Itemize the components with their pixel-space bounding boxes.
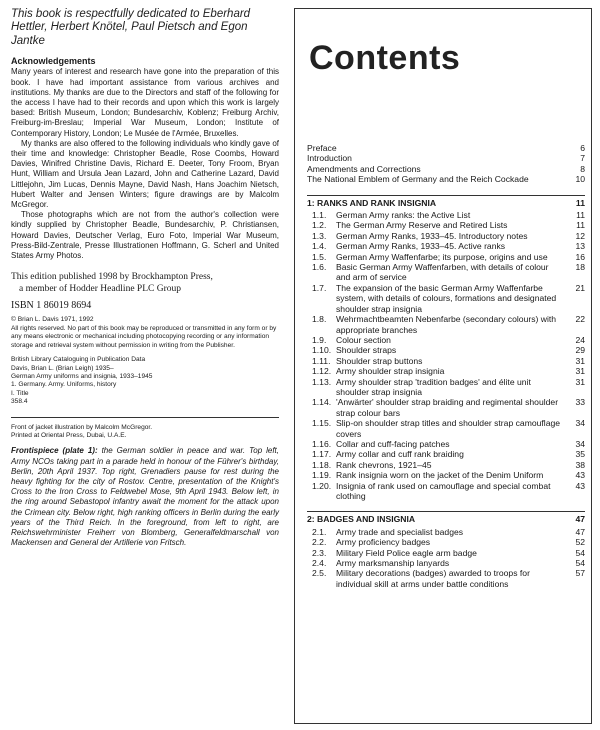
toc-entry: 2.1. Army trade and specialist badges 47	[312, 526, 585, 537]
toc-entry: Preface 6	[307, 143, 585, 153]
table-of-contents	[307, 143, 585, 589]
isbn: ISBN 1 86019 8694	[11, 300, 92, 312]
toc-entry: 1.18. Rank chevrons, 1921–45 38	[312, 459, 585, 470]
toc-entry: 1.15. Slip-on shoulder strap titles and shoulder strap camouflage covers 34	[312, 418, 585, 439]
toc-chapter-1: 1: RANKS AND RANK INSIGNIA 11	[307, 195, 585, 208]
acknowledgements-heading: Acknowledgements	[11, 56, 96, 67]
frontispiece-caption	[11, 446, 279, 548]
divider	[11, 417, 279, 418]
contents-box	[294, 8, 592, 724]
cip-line: 358.4	[11, 398, 28, 406]
copyright-line: © Brian L. Davis 1971, 1992	[11, 316, 94, 324]
cip-line: Davis, Brian L. (Brian Leigh) 1935–	[11, 364, 114, 372]
toc-entry: 1.14. 'Anwärter' shoulder strap braiding and regimental shoulder strap colour bars 33	[312, 397, 585, 418]
left-column	[11, 8, 279, 548]
toc-entry: 1.9. Colour section 24	[312, 334, 585, 345]
printed-credit: Printed at Oriental Press, Dubai, U.A.E.	[11, 431, 127, 439]
front-jacket-credit: Front of jacket illustration by Malcolm McGregor.	[11, 423, 153, 431]
toc-entry: 1.4. German Army Ranks, 1933–45. Active ranks 13	[312, 241, 585, 252]
edition-notice	[11, 271, 279, 295]
cip-data	[11, 356, 279, 406]
toc-entry: 1.5. German Army Waffenfarbe; its purpose, origins and use 16	[312, 251, 585, 262]
toc-entry: 1.6. Basic German Army Waffenfarben, with details of colour and arm of service 18	[312, 262, 585, 283]
acknowledgements-para-3: Those photographs which are not from the author's collection were kindly supplied by Christopher Beadle, Bundesarchiv, P. Christiansen, Howard Davies, Deutscher Verlag, Euro Foto, Imperial War Museum, Press-Bild-Zentrale, Presse Illustrationen Hoffmann, G. Scherl and United States Army Photos.	[11, 210, 279, 261]
acknowledgements-para-1: Many years of interest and research have gone into the preparation of this book. I have had important assistance from various archives and institutions. My thanks are due to the Directors and staff of the following for the access I have had to their records and upon which this work is largely based: British Museum, London; Bundesarchiv, Koblenz; Freiburg Archiv, Freiburg-im-Breslau; Imperial War Museum, London; Institute of Contemporary History, London; Le Musée de l'Armée, Bruxelles.	[11, 67, 279, 138]
toc-entry: Amendments and Corrections 8	[307, 163, 585, 174]
frontispiece-text: the German soldier in peace and war. Top left, Army NCOs taking part in a parade held in honour of the Führer's birthday, Berlin, 20th April 1937. Top right, Grenadiers pause for rest during the heavy fighting for the city of Rostov. Centre, presentation of the Knight's Cross to the Iron Cross to Feldwebel Mose, 9th April 1943. Below left, in the ring around Sebastopol infantry await the moment for the attack upon the Crimean city. Below right, high ranking officers in Berlin during the early years of the Third Reich. In the foreground, from left to right, are Reichswehrminister Freiherr von Blomberg, Generalfeldmarschall von Mackensen and General der Artillerie von Fritsch.	[11, 446, 279, 548]
toc-entry: 1.19. Rank insignia worn on the jacket of the Denim Uniform 43	[312, 470, 585, 481]
toc-entry: 2.5. Military decorations (badges) awarded to troops for individual skill at arms under battle conditions 57	[312, 568, 585, 589]
contents-title: Contents	[309, 39, 461, 77]
cip-line: German Army uniforms and insignia, 1933–1945	[11, 372, 153, 380]
dedication: This book is respectfully dedicated to Eberhard Hettler, Herbert Knötel, Paul Pietsch and Egon Jantke	[11, 8, 251, 47]
toc-chapter-2: 2: BADGES AND INSIGNIA 47	[307, 511, 585, 524]
edition-line-2: a member of Hodder Headline PLC Group	[19, 284, 181, 295]
acknowledgements-para-2: My thanks are also offered to the following individuals who kindly gave of their time and knowledge: Christopher Beadle, Rose Coombs, Howard Davies, Winifred Christine Davis, Richard E. Deeter, Tony Froom, Bryan Hunt, William and Ursula Jean Lazard, John and Catherine Lazard, David Littlejohn, Jim Lucas, Dennis Mayne, David Nash, Hans Joachim Nietsch, Hubert Walter and Jensen Winters; figure drawings are by Malcolm McGregor.	[11, 138, 279, 210]
toc-entry: 1.8. Wehrmachtbeamten Nebenfarbe (secondary colours) with appropriate branches 22	[312, 314, 585, 335]
toc-entry: 1.3. German Army Ranks, 1933–45. Introductory notes 12	[312, 230, 585, 241]
edition-line-1: This edition published 1998 by Brockhampton Press,	[11, 272, 213, 283]
toc-entry: 1.20. Insignia of rank used on camouflage and special combat clothing 43	[312, 480, 585, 501]
cip-line: 1. Germany. Army. Uniforms, history	[11, 381, 117, 389]
toc-entry: 1.10. Shoulder straps 29	[312, 345, 585, 356]
cip-line: I. Title	[11, 389, 29, 397]
toc-entry: The National Emblem of Germany and the Reich Cockade 10	[307, 174, 585, 185]
toc-entry: 1.11. Shoulder strap buttons 31	[312, 355, 585, 366]
copyright-rights: All rights reserved. No part of this book may be reproduced or transmitted in any form or by any means electronic or mechanical including photocopying recording or any information storage and retrieval system without permission in writing from the Publisher.	[11, 324, 277, 349]
toc-entry: Introduction 7	[307, 153, 585, 164]
toc-entry: 1.12. Army shoulder strap insignia 31	[312, 366, 585, 377]
toc-entry: 2.4. Army marksmanship lanyards 54	[312, 558, 585, 569]
cip-line: British Library Cataloguing in Publication Data	[11, 356, 146, 364]
toc-entry: 2.2. Army proficiency badges 52	[312, 537, 585, 548]
toc-entry: 1.16. Collar and cuff-facing patches 34	[312, 438, 585, 449]
toc-entry: 1.1. German Army ranks: the Active List 11	[312, 210, 585, 221]
toc-entry: 1.17. Army collar and cuff rank braiding 35	[312, 449, 585, 460]
frontispiece-label: Frontispiece (plate 1):	[11, 446, 98, 456]
toc-entry: 2.3. Military Field Police eagle arm badge 54	[312, 547, 585, 558]
toc-entry: 1.7. The expansion of the basic German Army Waffenfarbe system, with details of colours, formations and designated shoulder strap insignia 21	[312, 282, 585, 314]
toc-entry: 1.2. The German Army Reserve and Retired Lists 11	[312, 220, 585, 231]
toc-entry: 1.13. Army shoulder strap 'tradition badges' and élite unit shoulder strap insignia 31	[312, 376, 585, 397]
